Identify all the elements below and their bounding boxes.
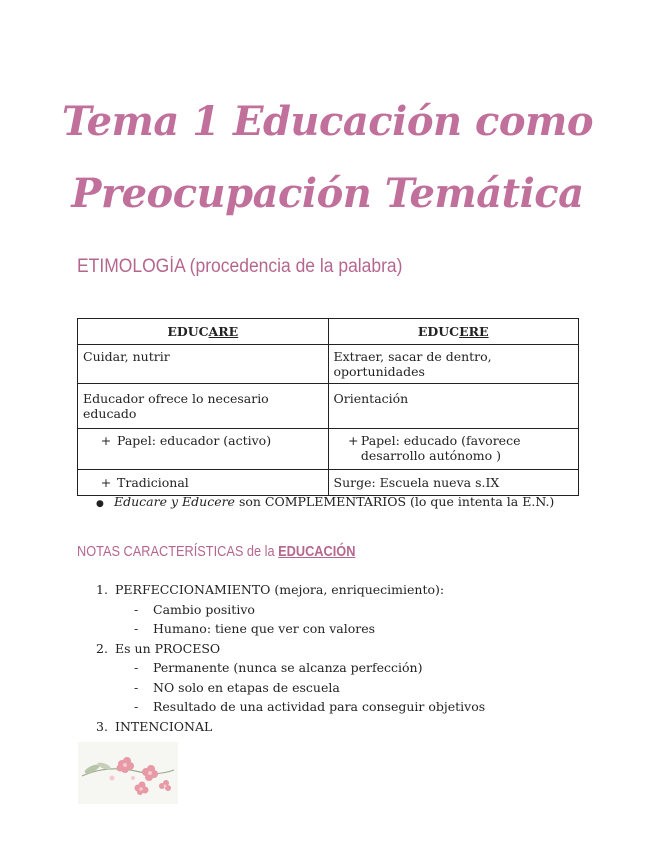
table-row — [78, 429, 579, 470]
notas-list — [96, 580, 485, 736]
table-cell: + Tradicional — [78, 470, 329, 496]
list-item: 2. Es un PROCESO — [96, 640, 221, 656]
plus-bullet: + — [100, 475, 112, 490]
table-row — [78, 345, 579, 384]
table-row — [78, 470, 579, 496]
table-cell: + Papel: educador (activo) — [78, 429, 329, 470]
table-row — [78, 384, 579, 429]
list-subitem: - Permanente (nunca se alcanza perfección) — [134, 660, 423, 675]
complementarios-bullet: ● Educare y Educere son COMPLEMENTARIOS (lo que intenta la E.N.) — [96, 494, 555, 509]
floral-decoration — [78, 742, 178, 804]
list-subitem: - Humano: tiene que ver con valores — [134, 621, 376, 636]
table-cell: + Papel: educado (favorece desarrollo autónomo ) — [328, 429, 579, 470]
page-title-line-1: Tema 1 Educación como — [61, 98, 594, 145]
list-item: 1. PERFECCIONAMIENTO (mejora, enriquecimiento): — [96, 582, 445, 597]
table-cell: Surge: Escuela nueva s.IX — [328, 470, 579, 496]
etimologia-table — [77, 318, 579, 496]
table-cell: Cuidar, nutrir — [78, 345, 329, 384]
table-header-row — [78, 319, 579, 345]
plus-bullet: + — [347, 433, 359, 448]
notas-heading: NOTAS CARACTERÍSTICAS de la EDUCACIÓN — [77, 544, 356, 560]
bullet-dot: ● — [96, 499, 104, 509]
table-cell: Orientación — [328, 384, 579, 429]
table-cell: Educador ofrece lo necesario educado — [78, 384, 329, 429]
header-educere: EDUCERE — [328, 319, 579, 345]
list-subitem: - Resultado de una actividad para conseguir objetivos — [134, 699, 486, 714]
list-subitem: - NO solo en etapas de escuela — [134, 679, 340, 695]
page-title-line-2: Preocupación Temática — [71, 170, 584, 217]
etimologia-heading: ETIMOLOGÍA (procedencia de la palabra) — [77, 256, 403, 277]
header-educare: EDUCARE — [78, 319, 329, 345]
list-item: 3. INTENCIONAL — [96, 718, 213, 734]
plus-bullet: + — [100, 433, 112, 448]
list-subitem: - Cambio positivo — [134, 601, 255, 617]
table-cell: Extraer, sacar de dentro, oportunidades — [328, 345, 579, 384]
